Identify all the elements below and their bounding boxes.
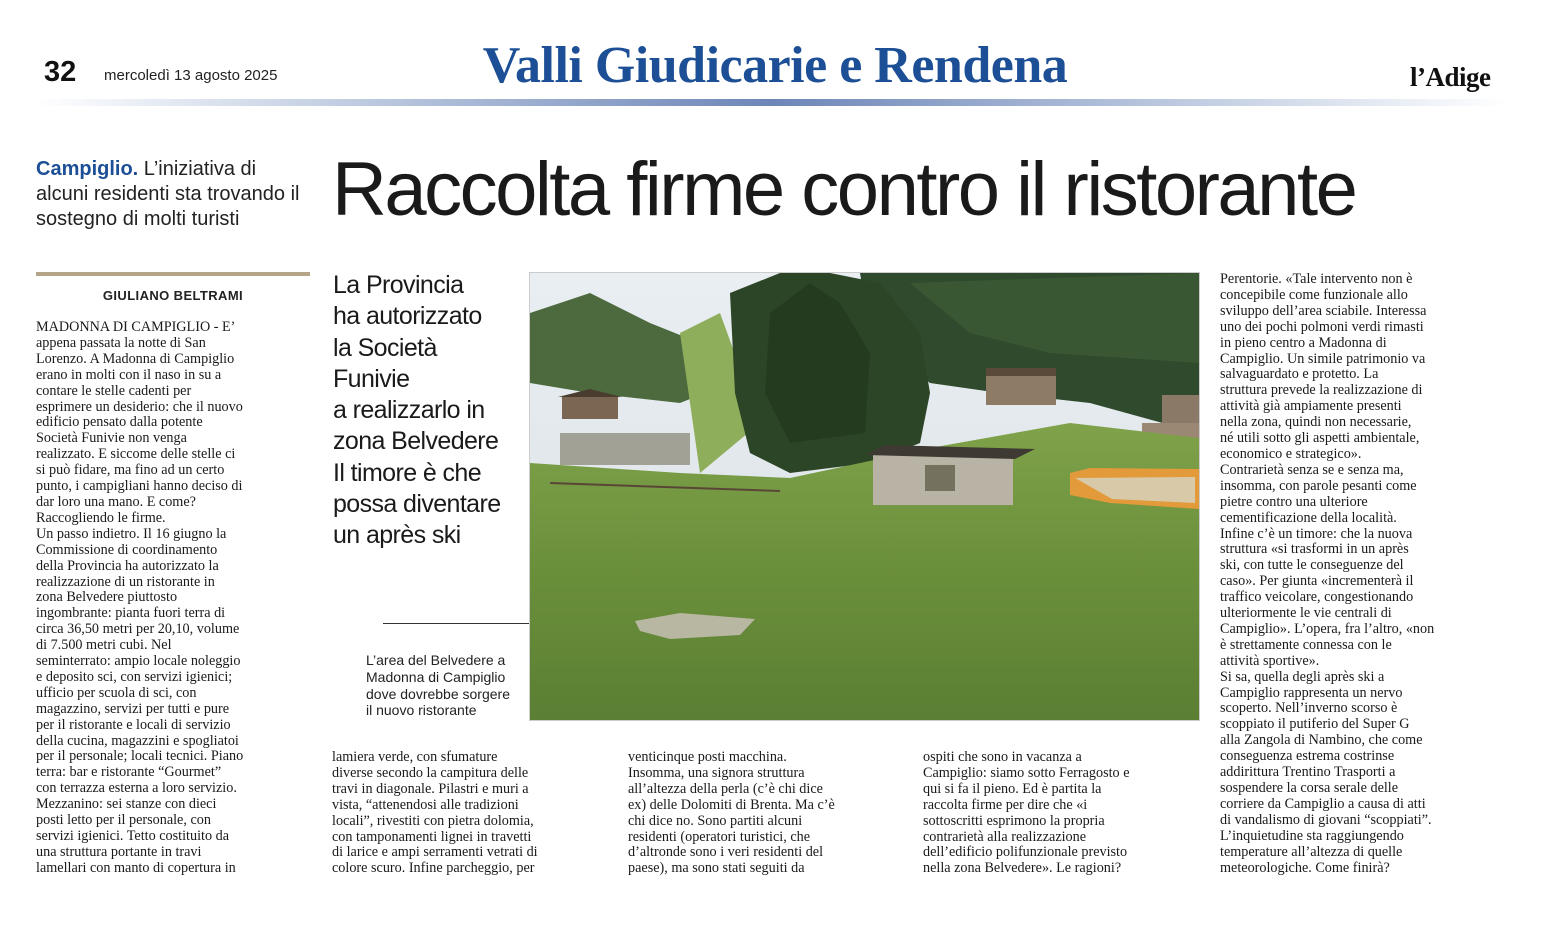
meadow-photo-illustration — [530, 273, 1199, 720]
article-photo — [529, 272, 1200, 721]
article-column-1: MADONNA DI CAMPIGLIO - E’ appena passata la notte di San Lorenzo. A Madonna di Campiglio erano in molti con il naso in su a contare le stelle cadenti per esprimere un desiderio: che il nuovo edificio pensato dalla potente Società Funivie non venga realizzato. E siccome delle stelle ci si può fidare, ma fino ad un certo punto, i campigliani hanno deciso di dar loro una mano. E come? Raccogliendo le firme. Un passo indietro. Il 16 giugno la Commissione di coordinamento della Provincia ha autorizzato la realizzazione di un ristorante in zona Belvedere piuttosto ingombrante: pianta fuori terra di circa 36,50 metri per 20,10, volume di 7.500 metri cubi. Nel seminterrato: ampio locale noleggio e deposito sci, con servizi igienici; ufficio per scuola di sci, con magazzino, servizi per tutti e pure per il ristorante e locali di servizio della cucina, magazzini e spogliatoi per il personale; locali tecnici. Piano terra: bar e ristorante “Gourmet” con terrazza esterna a loro servizio. Mezzanino: sei stanze con dieci posti letto per il personale, con servizi igienici. Tetto costituito da una struttura portante in travi lamellari con manto di copertura in — [36, 319, 244, 876]
article-column-3: venticinque posti macchina. Insomma, una signora struttura all’altezza della perla (c’è chi dice ex) delle Dolomiti di Brenta. Ma c’è chi dice no. Sono partiti alcuni residenti (operatori turistici, che d’altronde sono i veri residenti del paese), ma sono stati seguiti da — [628, 749, 835, 877]
byline-divider — [36, 272, 310, 276]
kicker-place: Campiglio. — [36, 158, 139, 180]
newspaper-masthead: l’Adige — [1410, 62, 1491, 92]
article-column-4: ospiti che sono in vacanza a Campiglio: siamo sotto Ferragosto e qui si fa il pieno. Ed è partita la raccolta firme per dire che «i sottoscritti esprimono la propria contrarietà alla realizzazione dell’edificio polifunzionale previsto nella zona Belvedere». Le ragioni? — [923, 749, 1130, 877]
article-byline: GIULIANO BELTRAMI — [102, 288, 244, 303]
issue-date: mercoledì 13 agosto 2025 — [104, 67, 278, 84]
header-divider — [36, 99, 1506, 106]
article-headline: Raccolta firme contro il ristorante — [332, 147, 1356, 232]
article-summary: La Provincia ha autorizzato la Società Funivie a realizzarlo in zona Belvedere Il timore è che possa diventare un après ski — [333, 271, 501, 549]
photo-caption: L’area del Belvedere a Madonna di Campiglio dove dovrebbe sorgere il nuovo ristorante — [366, 652, 510, 719]
article-column-5: Perentorie. «Tale intervento non è concepibile come funzionale allo sviluppo dell’area sciabile. Interessa uno dei pochi polmoni verdi rimasti in pieno centro a Madonna di Campiglio. Un simile patrimonio va salvaguardato e protetto. La struttura prevede la realizzazione di attività già ampiamente presenti nella zona, quindi non necessarie, né utili sotto gli aspetti ambientale, economico e strategico». Contrarietà senza se e senza ma, insomma, con parole pesanti come pietre contro una ulteriore cementificazione della località. Infine c’è un timore: che la nuova struttura «si trasformi in un après ski, con tutte le conseguenze del caso». Per giunta «incrementerà il traffico veicolare, congestionando ulteriormente le vie centrali di Campiglio». L’opera, fra l’altro, «non è strettamente connessa con le attività sportive». Si sa, quella degli après ski a Campiglio rappresenta un nervo scoperto. Nell’inverno scorso è scoppiato il putiferio del Super G alla Zangola di Nambino, che come conseguenza estrema costrinse addirittura Trentino Trasporti a sospendere la corsa serale delle corriere da Campiglio a causa di atti di vandalismo di giovani “scoppiati”. L’inquietudine sta raggiungendo temperature all’altezza di quelle meteorologiche. Come finirà? — [1220, 271, 1435, 876]
section-title: Valli Giudicarie e Rendena — [482, 37, 1068, 94]
page-number: 32 — [44, 56, 77, 88]
caption-pointer-line — [383, 623, 529, 624]
kicker-text: L’iniziativa di alcuni residenti sta trovando il sostegno di molti turisti — [36, 158, 300, 230]
article-column-2: lamiera verde, con sfumature diverse secondo la campitura delle travi in diagonale. Pilastri e muri a vista, “attenendosi alle tradizioni locali”, rivestiti con pietra dolomia, con tamponamenti lignei in travetti di larice e ampi serramenti vetrati di colore scuro. Infine parcheggio, per — [332, 749, 538, 877]
article-kicker — [36, 157, 311, 232]
